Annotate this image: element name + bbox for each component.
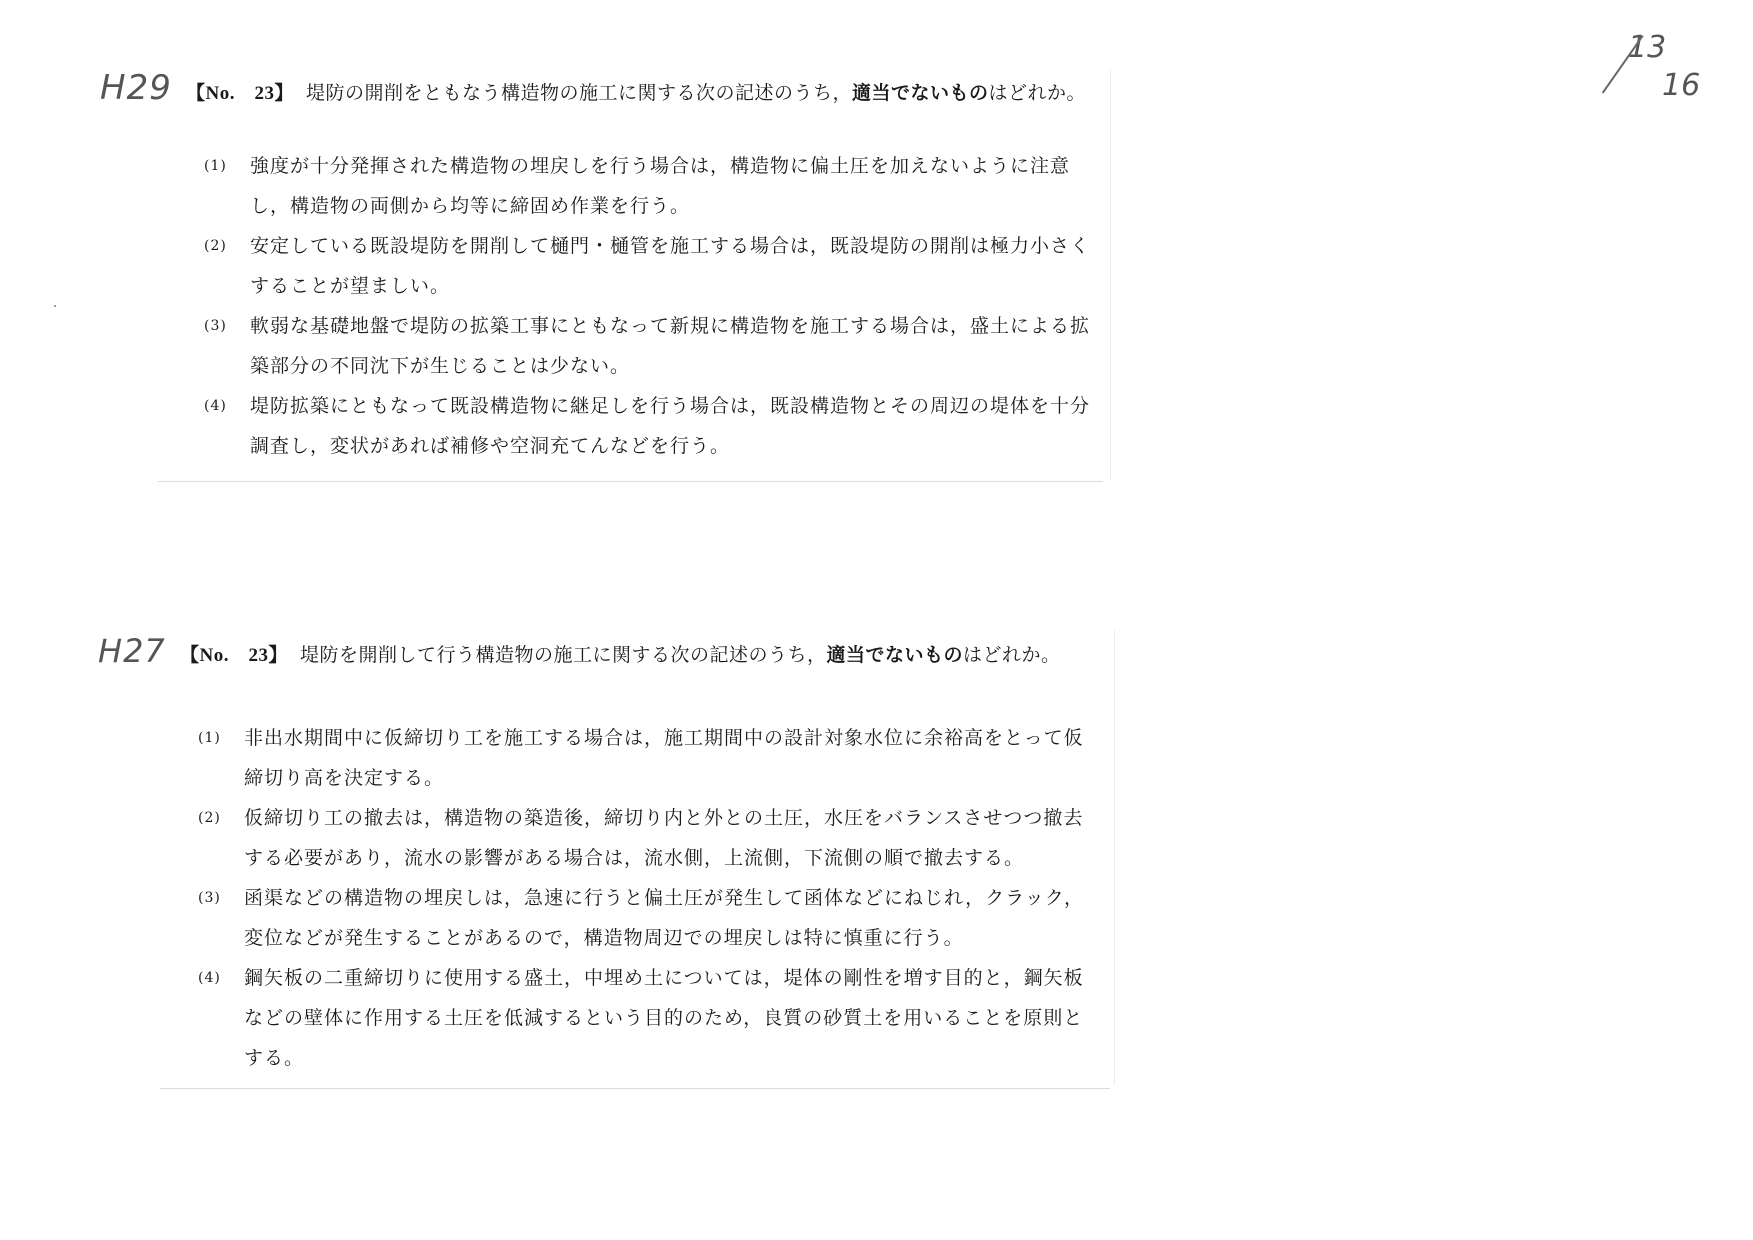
option-number: (1) (198, 730, 221, 746)
option-number: (2) (204, 238, 227, 254)
option-item (198, 798, 1088, 878)
scan-edge-line (1110, 70, 1111, 480)
option-number: (1) (204, 158, 227, 174)
page-number-current: 13 (1628, 30, 1667, 65)
option-text: 軟弱な基礎地盤で堤防の拡築工事にともなって新規に構造物を施工する場合は，盛土による拡築部分の不同沈下が生じることは少ない。 (250, 315, 1091, 377)
question-prompt: 堤防を開削して行う構造物の施工に関する次の記述のうち， (299, 644, 827, 666)
option-number: (4) (204, 398, 227, 414)
option-item (198, 718, 1088, 798)
question-prompt-end: はどれか。 (963, 644, 1061, 666)
question-emphasis: 適当でないもの (852, 82, 989, 104)
question-emphasis: 適当でないもの (826, 644, 964, 666)
option-item (204, 146, 1094, 226)
option-item (198, 958, 1088, 1078)
option-text: 非出水期間中に仮締切り工を施工する場合は，施工期間中の設計対象水位に余裕高をとって仮締切り高を決定する。 (244, 727, 1084, 789)
page-number-annotation (1620, 30, 1710, 110)
option-text: 堤防拡築にともなって既設構造物に継足しを行う場合は，既設構造物とその周辺の堤体を十分調査し，変状があれば補修や空洞充てんなどを行う。 (250, 395, 1091, 457)
year-note-h27: H27 (98, 632, 166, 670)
question-prompt: 堤防の開削をともなう構造物の施工に関する次の記述のうち， (305, 82, 852, 104)
question-number: 【No. 23】 (180, 645, 288, 666)
option-item (204, 386, 1094, 466)
option-text: 強度が十分発揮された構造物の埋戻しを行う場合は，構造物に偏土圧を加えないように注意し，構造物の両側から均等に締固め作業を行う。 (250, 155, 1071, 217)
options-list-h27 (198, 718, 1088, 1078)
option-number: (3) (198, 890, 221, 906)
question-prompt-end: はどれか。 (988, 82, 1087, 104)
options-list-h29 (204, 146, 1094, 466)
question-header-h27 (180, 640, 1061, 667)
option-number: (4) (198, 970, 221, 986)
page-number-total: 16 (1662, 68, 1701, 103)
question-number: 【No. 23】 (186, 83, 294, 104)
option-item (198, 878, 1088, 958)
year-note-h29: H29 (100, 68, 172, 108)
option-item (204, 226, 1094, 306)
question-header-h29 (186, 78, 1086, 105)
option-number: (3) (204, 318, 227, 334)
scan-speck (54, 305, 56, 307)
scan-edge-line (158, 481, 1103, 482)
option-item (204, 306, 1094, 386)
option-number: (2) (198, 810, 221, 826)
option-text: 函渠などの構造物の埋戻しは，急速に行うと偏土圧が発生して函体などにねじれ，クラック，変位などが発生することがあるので，構造物周辺での埋戻しは特に慎重に行う。 (244, 887, 1085, 949)
option-text: 鋼矢板の二重締切りに使用する盛土，中埋め土については，堤体の剛性を増す目的と，鋼矢板などの壁体に作用する土圧を低減するという目的のため，良質の砂質土を用いることを原則とする。 (244, 967, 1084, 1069)
scan-edge-line (160, 1088, 1110, 1089)
option-text: 安定している既設堤防を開削して樋門・樋管を施工する場合は，既設堤防の開削は極力小さくすることが望ましい。 (250, 235, 1091, 297)
scan-edge-line (1114, 630, 1115, 1085)
option-text: 仮締切り工の撤去は，構造物の築造後，締切り内と外との土圧，水圧をバランスさせつつ撤去する必要があり，流水の影響がある場合は，流水側，上流側，下流側の順で撤去する。 (244, 807, 1084, 869)
